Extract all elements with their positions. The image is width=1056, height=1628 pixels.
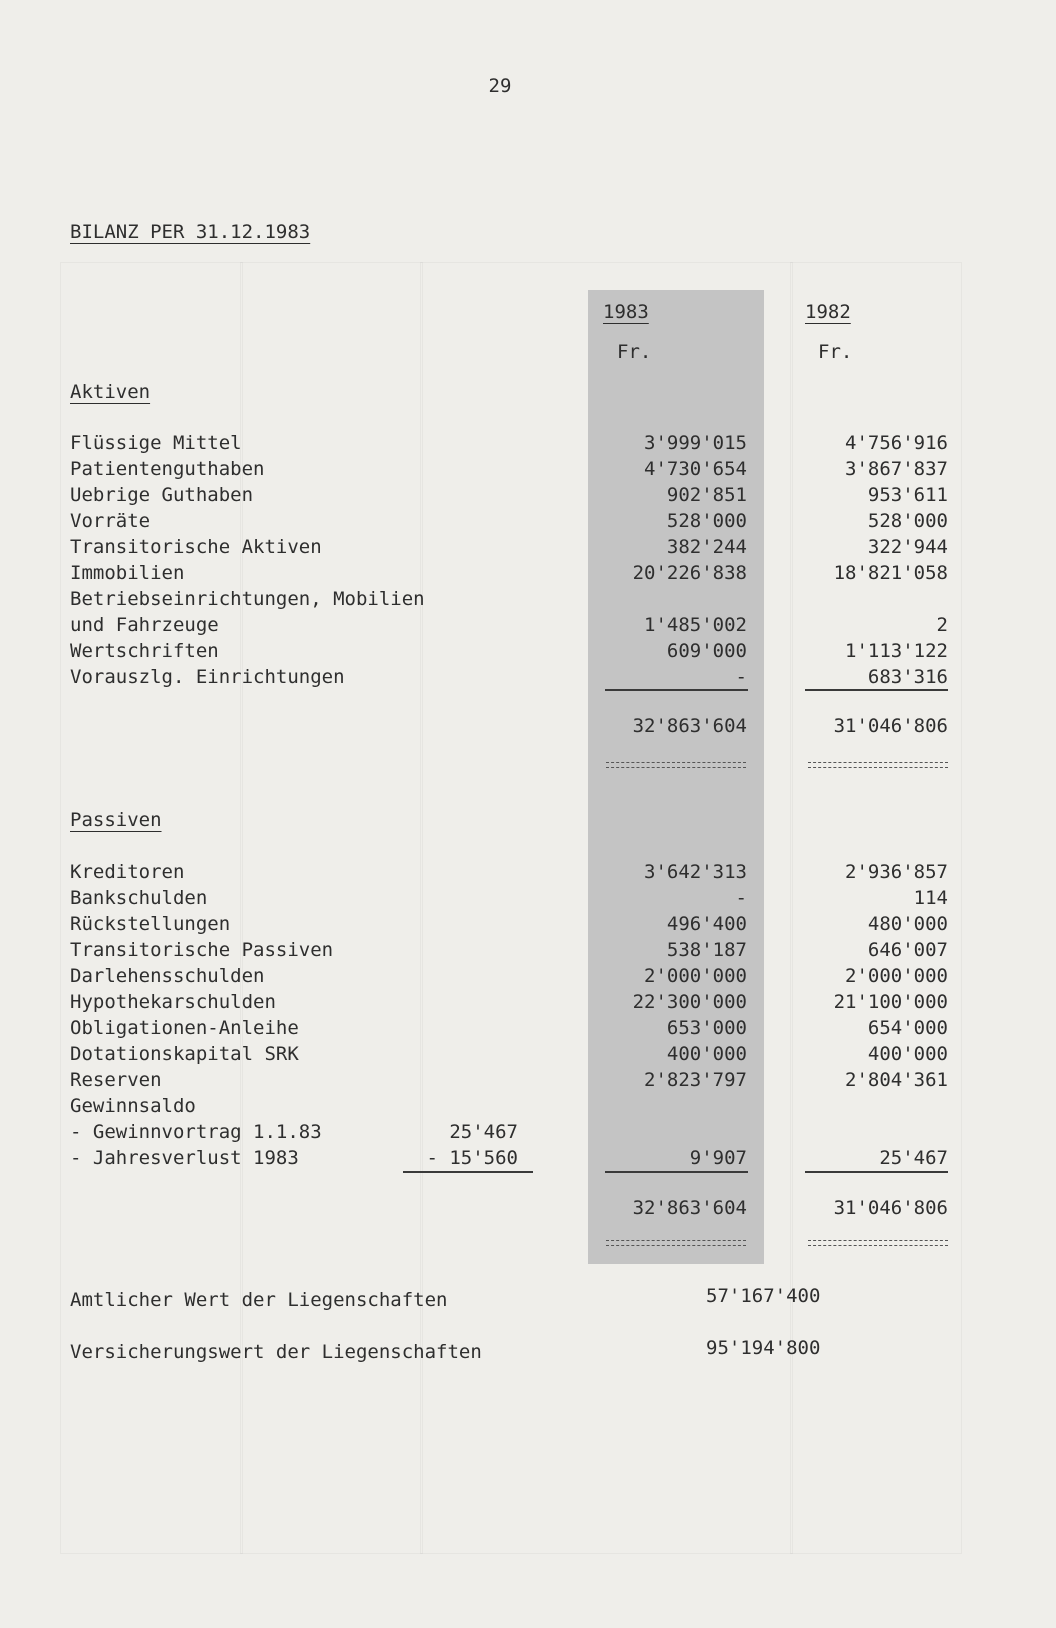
value-1982: 400'000 [867, 1043, 948, 1065]
section-heading-aktiven: Aktiven [70, 381, 151, 403]
value-1982: 21'100'000 [833, 991, 948, 1013]
value-1983: 902'851 [666, 484, 747, 506]
currency-label-1982: Fr. [818, 341, 853, 363]
value-1983: 3'999'015 [644, 432, 747, 454]
total-aktiven-1983: 32'863'604 [632, 715, 747, 737]
value-1982: 2'804'361 [845, 1069, 948, 1091]
table-row-label: Darlehensschulden [70, 965, 265, 987]
total-aktiven-1982: 31'046'806 [833, 715, 948, 737]
value-1982: 480'000 [867, 913, 948, 935]
footer-label-versicherungswert: Versicherungswert der Liegenschaften [70, 1341, 482, 1363]
table-row-label: Rückstellungen [70, 913, 231, 935]
subtotal-rule-1983 [605, 689, 748, 691]
double-rule-1982 [808, 1240, 948, 1246]
subtotal-rule-1982 [805, 689, 948, 691]
table-row-label: Transitorische Passiven [70, 939, 334, 961]
table-row-label: Patientenguthaben [70, 458, 265, 480]
table-row-label: Flüssige Mittel [70, 432, 242, 454]
value-1983: 20'226'838 [632, 562, 747, 584]
value-1982: 4'756'916 [845, 432, 948, 454]
page-number: 29 [488, 75, 512, 97]
value-1982: 654'000 [867, 1017, 948, 1039]
gewinnvortrag-label: - Gewinnvortrag 1.1.83 [70, 1121, 322, 1143]
gewinnvortrag-amount: 25'467 [449, 1121, 518, 1143]
table-row-label: Transitorische Aktiven [70, 536, 322, 558]
value-1982: 2'936'857 [845, 861, 948, 883]
table-row-label: Hypothekarschulden [70, 991, 276, 1013]
table-row-label: Wertschriften [70, 640, 219, 662]
footer-value-amtlicher-wert: 57'167'400 [706, 1285, 821, 1307]
double-rule-1983 [606, 1240, 746, 1246]
currency-label-1983: Fr. [617, 341, 652, 363]
table-row-label: Obligationen-Anleihe [70, 1017, 299, 1039]
table-row-label: Bankschulden [70, 887, 208, 909]
page-title: BILANZ PER 31.12.1983 [70, 221, 311, 243]
value-1982: 18'821'058 [833, 562, 948, 584]
table-row-label: Betriebseinrichtungen, Mobilien [70, 588, 425, 610]
footer-label-amtlicher-wert: Amtlicher Wert der Liegenschaften [70, 1289, 448, 1311]
section-heading-passiven: Passiven [70, 809, 162, 831]
column-header-1982: 1982 [805, 301, 851, 323]
table-row-label: Kreditoren [70, 861, 185, 883]
value-1982: 953'611 [867, 484, 948, 506]
table-row-label: Reserven [70, 1069, 162, 1091]
value-1983: 400'000 [666, 1043, 747, 1065]
jahresverlust-label: - Jahresverlust 1983 [70, 1147, 299, 1169]
value-1983: 22'300'000 [632, 991, 747, 1013]
value-1983: - [735, 887, 747, 909]
value-1983: 653'000 [666, 1017, 747, 1039]
table-row-label: Immobilien [70, 562, 185, 584]
table-row-label: Dotationskapital SRK [70, 1043, 299, 1065]
column-header-1983: 1983 [603, 301, 649, 323]
footer-value-versicherungswert: 95'194'800 [706, 1337, 821, 1359]
table-row-label: und Fahrzeuge [70, 614, 219, 636]
value-1982: 2 [936, 614, 948, 636]
value-1983: 496'400 [666, 913, 747, 935]
value-1982: 322'944 [867, 536, 948, 558]
value-1982: 683'316 [867, 666, 948, 688]
total-passiven-1982: 31'046'806 [833, 1197, 948, 1219]
value-1982: 528'000 [867, 510, 948, 532]
subtotal-rule-gewinn [403, 1171, 533, 1173]
value-1983: 2'000'000 [644, 965, 747, 987]
table-row-label: Vorauszlg. Einrichtungen [70, 666, 345, 688]
gewinnsaldo-1982: 25'467 [879, 1147, 948, 1169]
value-1983: 1'485'002 [644, 614, 747, 636]
value-1982: 3'867'837 [845, 458, 948, 480]
subtotal-rule-1982 [805, 1171, 948, 1173]
table-row-label: Vorräte [70, 510, 151, 532]
table-row-label: Gewinnsaldo [70, 1095, 196, 1117]
value-1983: 609'000 [666, 640, 747, 662]
gewinnsaldo-1983: 9'907 [689, 1147, 747, 1169]
value-1982: 646'007 [867, 939, 948, 961]
value-1983: 2'823'797 [644, 1069, 747, 1091]
value-1983: 4'730'654 [644, 458, 747, 480]
value-1983: 382'244 [666, 536, 747, 558]
jahresverlust-amount: - 15'560 [426, 1147, 518, 1169]
total-passiven-1983: 32'863'604 [632, 1197, 747, 1219]
double-rule-1982 [808, 762, 948, 768]
subtotal-rule-1983 [605, 1171, 748, 1173]
value-1983: 528'000 [666, 510, 747, 532]
value-1982: 114 [913, 887, 948, 909]
value-1982: 1'113'122 [845, 640, 948, 662]
value-1983: - [735, 666, 747, 688]
value-1983: 3'642'313 [644, 861, 747, 883]
value-1982: 2'000'000 [845, 965, 948, 987]
double-rule-1983 [606, 762, 746, 768]
table-row-label: Uebrige Guthaben [70, 484, 254, 506]
value-1983: 538'187 [666, 939, 747, 961]
